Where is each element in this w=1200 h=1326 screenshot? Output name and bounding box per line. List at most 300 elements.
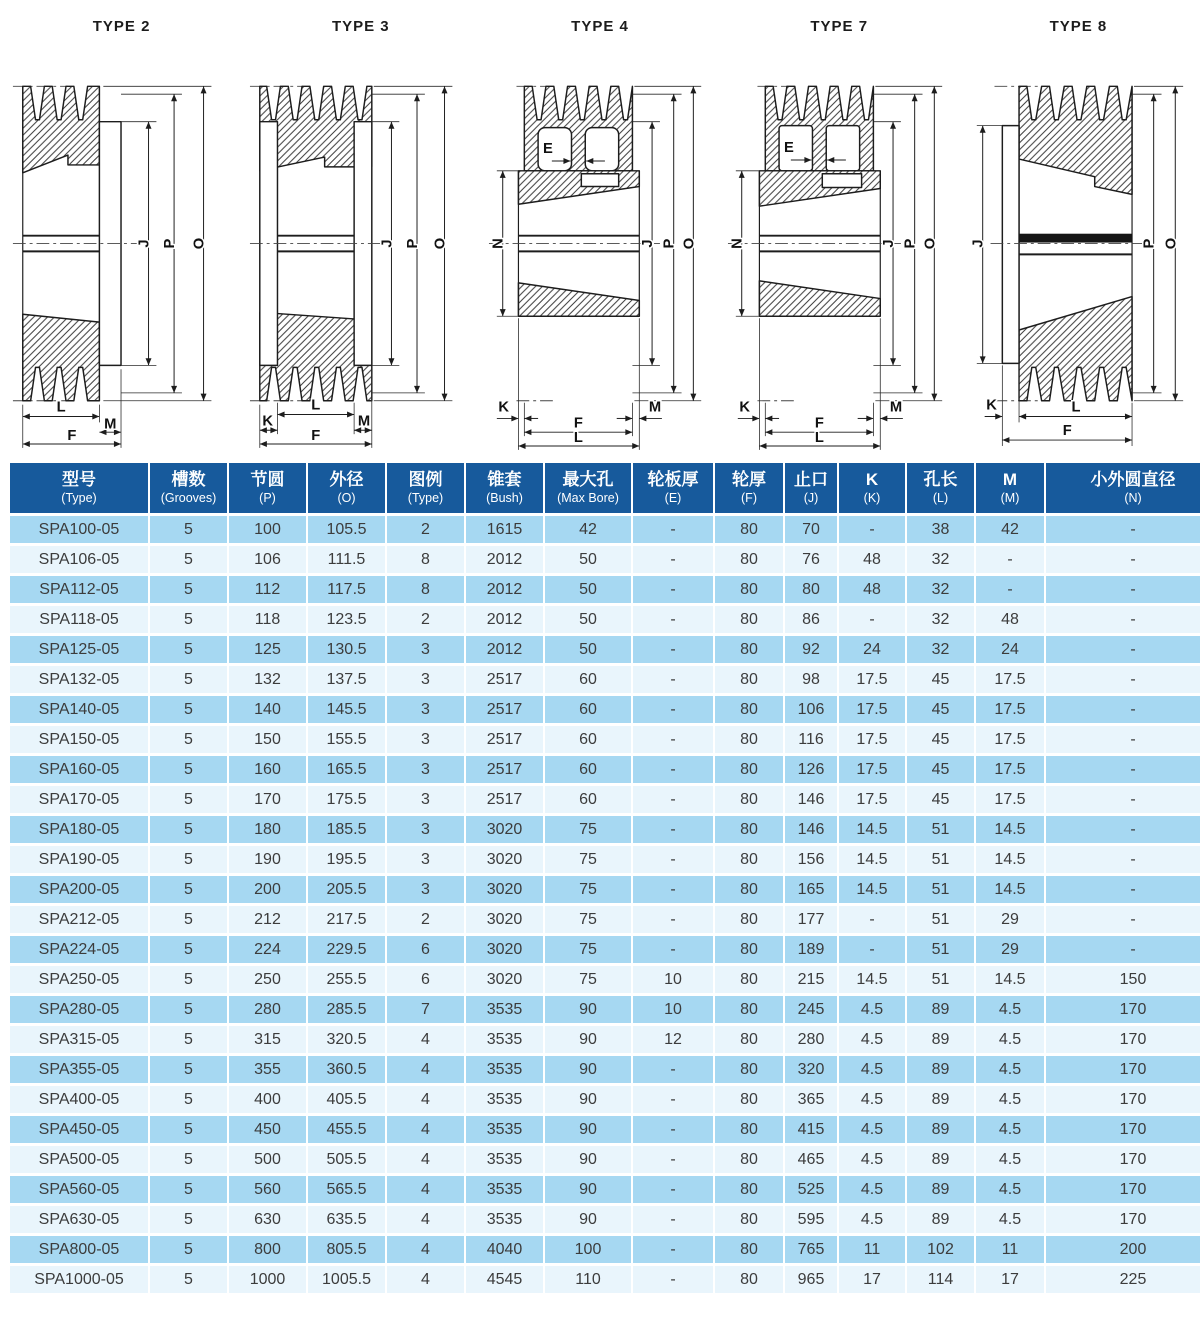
table-cell: 3 — [387, 636, 464, 663]
table-cell: 565.5 — [308, 1176, 385, 1203]
table-cell: 80 — [715, 576, 783, 603]
table-row — [10, 1116, 1200, 1143]
table-cell: SPA800-05 — [10, 1236, 148, 1263]
table-cell: 89 — [907, 1086, 974, 1113]
column-header: 轮板厚 (E) — [633, 463, 713, 513]
table-cell: 123.5 — [308, 606, 385, 633]
table-cell: SPA280-05 — [10, 996, 148, 1023]
table-cell: 2517 — [466, 726, 543, 753]
table-cell: 14.5 — [976, 816, 1044, 843]
table-cell: 170 — [1046, 996, 1200, 1023]
table-cell: 355 — [229, 1056, 306, 1083]
table-cell: 11 — [976, 1236, 1044, 1263]
table-cell: - — [839, 936, 905, 963]
table-cell: SPA315-05 — [10, 1026, 148, 1053]
table-cell: 80 — [715, 726, 783, 753]
table-cell: 4.5 — [976, 1146, 1044, 1173]
table-cell: 5 — [150, 606, 227, 633]
table-cell: 5 — [150, 1266, 227, 1293]
dim-label-j: J — [640, 239, 657, 248]
table-cell: 170 — [1046, 1116, 1200, 1143]
table-cell: 5 — [150, 636, 227, 663]
table-cell: 90 — [545, 1146, 631, 1173]
table-cell: 180 — [229, 816, 306, 843]
table-cell: 5 — [150, 906, 227, 933]
dim-label-k: K — [262, 413, 273, 430]
table-cell: 200 — [229, 876, 306, 903]
table-cell: 3020 — [466, 846, 543, 873]
table-cell: 14.5 — [839, 816, 905, 843]
table-cell: 32 — [907, 606, 974, 633]
table-cell: 90 — [545, 996, 631, 1023]
table-cell: 112 — [229, 576, 306, 603]
table-cell: 111.5 — [308, 546, 385, 573]
table-cell: 86 — [785, 606, 837, 633]
table-cell: 75 — [545, 846, 631, 873]
dim-label-j: J — [971, 239, 988, 248]
dim-label-f: F — [573, 415, 583, 432]
table-cell: 280 — [229, 996, 306, 1023]
table-cell: 48 — [839, 576, 905, 603]
table-cell: 8 — [387, 546, 464, 573]
table-row — [10, 546, 1200, 573]
table-cell: 165 — [785, 876, 837, 903]
table-row — [10, 1236, 1200, 1263]
table-cell: - — [633, 846, 713, 873]
dim-label-o: O — [191, 237, 208, 250]
table-cell: 45 — [907, 666, 974, 693]
dim-label-l: L — [311, 397, 321, 414]
table-cell: 225 — [1046, 1266, 1200, 1293]
table-cell: SPA100-05 — [10, 516, 148, 543]
dim-label-p: P — [902, 238, 919, 249]
table-cell: 3 — [387, 876, 464, 903]
table-cell: 89 — [907, 1176, 974, 1203]
table-cell: 5 — [150, 876, 227, 903]
dim-label-k: K — [986, 397, 998, 414]
table-cell: 170 — [1046, 1086, 1200, 1113]
table-cell: 229.5 — [308, 936, 385, 963]
table-cell: 17.5 — [839, 756, 905, 783]
table-cell: 4.5 — [976, 1026, 1044, 1053]
table-cell: 4.5 — [976, 1206, 1044, 1233]
pulley-cross-section-type-7-drawing — [726, 39, 952, 452]
column-header: 型号 (Type) — [10, 463, 148, 513]
table-cell: 3020 — [466, 936, 543, 963]
table-row — [10, 1266, 1200, 1293]
table-cell: 3 — [387, 816, 464, 843]
dim-label-k: K — [739, 399, 751, 416]
table-cell: 92 — [785, 636, 837, 663]
table-cell: 60 — [545, 726, 631, 753]
table-cell: 215 — [785, 966, 837, 993]
table-cell: - — [633, 726, 713, 753]
table-cell: 2012 — [466, 636, 543, 663]
table-cell: 117.5 — [308, 576, 385, 603]
table-cell: 76 — [785, 546, 837, 573]
dim-label-f: F — [311, 428, 321, 445]
diagram-type-8 — [959, 6, 1198, 452]
spec-table-header-row — [10, 463, 1200, 513]
table-cell: 60 — [545, 786, 631, 813]
table-cell: 4.5 — [839, 1116, 905, 1143]
column-header: 槽数 (Grooves) — [150, 463, 227, 513]
table-cell: 10 — [633, 966, 713, 993]
table-cell: 17.5 — [839, 726, 905, 753]
table-cell: 1005.5 — [308, 1266, 385, 1293]
pulley-cross-section-type-3-drawing — [248, 39, 474, 452]
table-cell: 505.5 — [308, 1146, 385, 1173]
table-cell: 90 — [545, 1056, 631, 1083]
table-cell: 185.5 — [308, 816, 385, 843]
table-cell: 5 — [150, 816, 227, 843]
diagram-title: TYPE 2 — [92, 18, 151, 35]
table-cell: 89 — [907, 1146, 974, 1173]
table-cell: SPA160-05 — [10, 756, 148, 783]
table-cell: 2517 — [466, 756, 543, 783]
table-cell: 3 — [387, 666, 464, 693]
table-cell: 190 — [229, 846, 306, 873]
table-cell: - — [1046, 816, 1200, 843]
column-header: M (M) — [976, 463, 1044, 513]
dim-label-l: L — [573, 430, 583, 447]
diagram-title: TYPE 4 — [571, 18, 629, 35]
dim-label-p: P — [661, 238, 678, 249]
table-cell: SPA132-05 — [10, 666, 148, 693]
table-cell: 177 — [785, 906, 837, 933]
table-cell: SPA560-05 — [10, 1176, 148, 1203]
table-cell: SPA400-05 — [10, 1086, 148, 1113]
dim-label-m: M — [103, 416, 116, 433]
table-cell: 51 — [907, 846, 974, 873]
table-cell: 4 — [387, 1086, 464, 1113]
table-cell: - — [839, 606, 905, 633]
table-row — [10, 1176, 1200, 1203]
table-cell: 80 — [715, 966, 783, 993]
table-cell: 5 — [150, 516, 227, 543]
table-cell: 415 — [785, 1116, 837, 1143]
table-cell: 5 — [150, 726, 227, 753]
table-cell: - — [633, 786, 713, 813]
table-cell: - — [633, 516, 713, 543]
dim-label-e: E — [543, 141, 553, 158]
table-cell: 17.5 — [976, 666, 1044, 693]
table-cell: 4 — [387, 1266, 464, 1293]
table-cell: 4 — [387, 1116, 464, 1143]
table-cell: 80 — [715, 666, 783, 693]
spec-table — [8, 460, 1200, 1296]
column-header: 节圆 (P) — [229, 463, 306, 513]
table-cell: 2012 — [466, 606, 543, 633]
table-cell: 106 — [229, 546, 306, 573]
table-cell: 106 — [785, 696, 837, 723]
table-cell: 320.5 — [308, 1026, 385, 1053]
column-header: 最大孔 (Max Bore) — [545, 463, 631, 513]
diagram-type-7 — [720, 6, 959, 452]
table-cell: 2517 — [466, 666, 543, 693]
table-cell: 595 — [785, 1206, 837, 1233]
table-cell: 90 — [545, 1086, 631, 1113]
table-cell: 45 — [907, 756, 974, 783]
table-cell: 89 — [907, 1056, 974, 1083]
table-cell: 75 — [545, 816, 631, 843]
table-cell: 89 — [907, 1026, 974, 1053]
table-cell: 4.5 — [976, 1056, 1044, 1083]
table-cell: 90 — [545, 1116, 631, 1143]
table-cell: 17.5 — [976, 696, 1044, 723]
table-cell: 765 — [785, 1236, 837, 1263]
table-cell: - — [633, 936, 713, 963]
table-cell: - — [1046, 786, 1200, 813]
table-cell: 45 — [907, 696, 974, 723]
table-cell: - — [633, 1266, 713, 1293]
table-cell: 89 — [907, 1116, 974, 1143]
table-cell: 100 — [229, 516, 306, 543]
table-cell: 360.5 — [308, 1056, 385, 1083]
table-cell: 145.5 — [308, 696, 385, 723]
table-cell: 42 — [976, 516, 1044, 543]
table-cell: 80 — [715, 1116, 783, 1143]
dim-label-j: J — [379, 239, 396, 248]
table-cell: - — [1046, 546, 1200, 573]
table-cell: 170 — [1046, 1056, 1200, 1083]
table-cell: 80 — [715, 936, 783, 963]
table-cell: 100 — [545, 1236, 631, 1263]
diagram-type-4 — [480, 6, 719, 452]
dim-label-l: L — [56, 399, 66, 416]
table-cell: 560 — [229, 1176, 306, 1203]
table-cell: 2517 — [466, 696, 543, 723]
dim-label-f: F — [815, 415, 825, 432]
table-row — [10, 966, 1200, 993]
table-cell: - — [1046, 606, 1200, 633]
table-cell: 3 — [387, 696, 464, 723]
table-cell: SPA106-05 — [10, 546, 148, 573]
table-cell: 17.5 — [839, 696, 905, 723]
table-cell: 32 — [907, 546, 974, 573]
dim-label-l: L — [1071, 399, 1081, 416]
table-cell: - — [1046, 516, 1200, 543]
table-cell: 285.5 — [308, 996, 385, 1023]
table-cell: 51 — [907, 936, 974, 963]
table-cell: - — [633, 1056, 713, 1083]
table-cell: - — [1046, 846, 1200, 873]
table-cell: 80 — [715, 756, 783, 783]
table-cell: 32 — [907, 576, 974, 603]
table-cell: 3020 — [466, 876, 543, 903]
table-row — [10, 1056, 1200, 1083]
table-cell: 315 — [229, 1026, 306, 1053]
table-cell: 80 — [715, 606, 783, 633]
table-cell: - — [1046, 636, 1200, 663]
table-cell: 4 — [387, 1026, 464, 1053]
table-row — [10, 816, 1200, 843]
table-cell: 14.5 — [976, 846, 1044, 873]
table-row — [10, 576, 1200, 603]
table-cell: 60 — [545, 696, 631, 723]
table-cell: 365 — [785, 1086, 837, 1113]
table-cell: SPA118-05 — [10, 606, 148, 633]
table-cell: 170 — [1046, 1176, 1200, 1203]
table-row — [10, 1086, 1200, 1113]
table-cell: 75 — [545, 876, 631, 903]
table-cell: 156 — [785, 846, 837, 873]
table-cell: 17.5 — [976, 786, 1044, 813]
table-cell: - — [1046, 876, 1200, 903]
table-cell: - — [633, 1086, 713, 1113]
table-cell: 4 — [387, 1146, 464, 1173]
table-cell: 29 — [976, 936, 1044, 963]
table-cell: - — [1046, 696, 1200, 723]
dim-label-m: M — [357, 413, 370, 430]
table-cell: 4.5 — [839, 1056, 905, 1083]
table-cell: 24 — [839, 636, 905, 663]
table-cell: 4.5 — [839, 996, 905, 1023]
table-cell: 500 — [229, 1146, 306, 1173]
table-cell: 3535 — [466, 1146, 543, 1173]
table-cell: 50 — [545, 636, 631, 663]
table-cell: 14.5 — [976, 876, 1044, 903]
table-row — [10, 696, 1200, 723]
table-cell: 132 — [229, 666, 306, 693]
table-cell: 155.5 — [308, 726, 385, 753]
table-cell: 455.5 — [308, 1116, 385, 1143]
table-cell: - — [633, 1176, 713, 1203]
table-row — [10, 876, 1200, 903]
table-cell: 5 — [150, 1176, 227, 1203]
table-cell: 4.5 — [839, 1086, 905, 1113]
table-cell: - — [633, 1116, 713, 1143]
dim-label-j: J — [881, 239, 898, 248]
dim-label-l: L — [815, 430, 825, 447]
table-cell: 320 — [785, 1056, 837, 1083]
table-cell: 42 — [545, 516, 631, 543]
dim-label-f: F — [66, 428, 76, 445]
table-cell: - — [976, 546, 1044, 573]
dim-label-m: M — [890, 399, 903, 416]
table-cell: 6 — [387, 966, 464, 993]
table-cell: 212 — [229, 906, 306, 933]
table-cell: 17 — [976, 1266, 1044, 1293]
table-cell: SPA170-05 — [10, 786, 148, 813]
table-cell: 14.5 — [839, 966, 905, 993]
dim-label-e: E — [784, 140, 795, 157]
table-row — [10, 936, 1200, 963]
table-cell: 51 — [907, 816, 974, 843]
dim-label-o: O — [922, 237, 939, 250]
table-cell: 3535 — [466, 1206, 543, 1233]
table-cell: - — [633, 906, 713, 933]
table-cell: 217.5 — [308, 906, 385, 933]
table-cell: 80 — [715, 546, 783, 573]
table-cell: 45 — [907, 786, 974, 813]
table-cell: SPA1000-05 — [10, 1266, 148, 1293]
table-cell: 125 — [229, 636, 306, 663]
table-cell: 4.5 — [839, 1146, 905, 1173]
table-cell: 175.5 — [308, 786, 385, 813]
dim-label-n: N — [490, 238, 507, 249]
table-cell: 170 — [1046, 1146, 1200, 1173]
table-cell: - — [839, 516, 905, 543]
table-cell: 48 — [839, 546, 905, 573]
dim-label-m: M — [648, 399, 662, 416]
table-cell: SPA500-05 — [10, 1146, 148, 1173]
table-cell: 116 — [785, 726, 837, 753]
table-cell: SPA355-05 — [10, 1056, 148, 1083]
table-cell: 5 — [150, 1026, 227, 1053]
table-cell: 5 — [150, 696, 227, 723]
table-cell: - — [633, 606, 713, 633]
table-cell: 170 — [229, 786, 306, 813]
table-cell: 75 — [545, 906, 631, 933]
table-cell: 4 — [387, 1056, 464, 1083]
table-cell: 2517 — [466, 786, 543, 813]
table-cell: 50 — [545, 546, 631, 573]
table-cell: 80 — [715, 906, 783, 933]
table-cell: 150 — [1046, 966, 1200, 993]
table-cell: 80 — [715, 1146, 783, 1173]
table-cell: 80 — [715, 1236, 783, 1263]
table-cell: 3535 — [466, 1056, 543, 1083]
table-cell: 3020 — [466, 906, 543, 933]
table-cell: 80 — [715, 846, 783, 873]
dim-label-o: O — [1163, 237, 1180, 250]
column-header: 图例 (Type) — [387, 463, 464, 513]
table-cell: 5 — [150, 1206, 227, 1233]
table-cell: 170 — [1046, 1206, 1200, 1233]
table-cell: SPA200-05 — [10, 876, 148, 903]
table-cell: SPA212-05 — [10, 906, 148, 933]
table-cell: 5 — [150, 966, 227, 993]
table-cell: SPA125-05 — [10, 636, 148, 663]
dim-label-j: J — [136, 239, 153, 248]
table-cell: 24 — [976, 636, 1044, 663]
table-cell: 5 — [150, 1086, 227, 1113]
table-cell: 80 — [715, 1026, 783, 1053]
dim-label-p: P — [161, 238, 178, 249]
table-cell: 5 — [150, 786, 227, 813]
table-cell: 4.5 — [976, 996, 1044, 1023]
table-cell: - — [1046, 576, 1200, 603]
table-cell: 5 — [150, 546, 227, 573]
table-cell: 3 — [387, 786, 464, 813]
table-cell: - — [633, 756, 713, 783]
diagram-title: TYPE 3 — [331, 18, 390, 35]
table-cell: 250 — [229, 966, 306, 993]
table-cell: 105.5 — [308, 516, 385, 543]
pulley-cross-section-type-2-drawing — [9, 39, 235, 452]
table-cell: 118 — [229, 606, 306, 633]
dim-label-p: P — [404, 238, 421, 249]
table-cell: 400 — [229, 1086, 306, 1113]
table-cell: - — [1046, 936, 1200, 963]
table-cell: 12 — [633, 1026, 713, 1053]
table-cell: 3 — [387, 846, 464, 873]
table-row — [10, 1026, 1200, 1053]
column-header: 外径 (O) — [308, 463, 385, 513]
table-cell: 114 — [907, 1266, 974, 1293]
table-cell: 80 — [715, 996, 783, 1023]
table-cell: 150 — [229, 726, 306, 753]
table-cell: 5 — [150, 936, 227, 963]
table-cell: 3 — [387, 726, 464, 753]
table-cell: SPA450-05 — [10, 1116, 148, 1143]
table-cell: 90 — [545, 1026, 631, 1053]
diagram-type-3 — [241, 6, 480, 452]
table-cell: 14.5 — [976, 966, 1044, 993]
diagram-row — [0, 0, 1200, 452]
table-cell: 1000 — [229, 1266, 306, 1293]
